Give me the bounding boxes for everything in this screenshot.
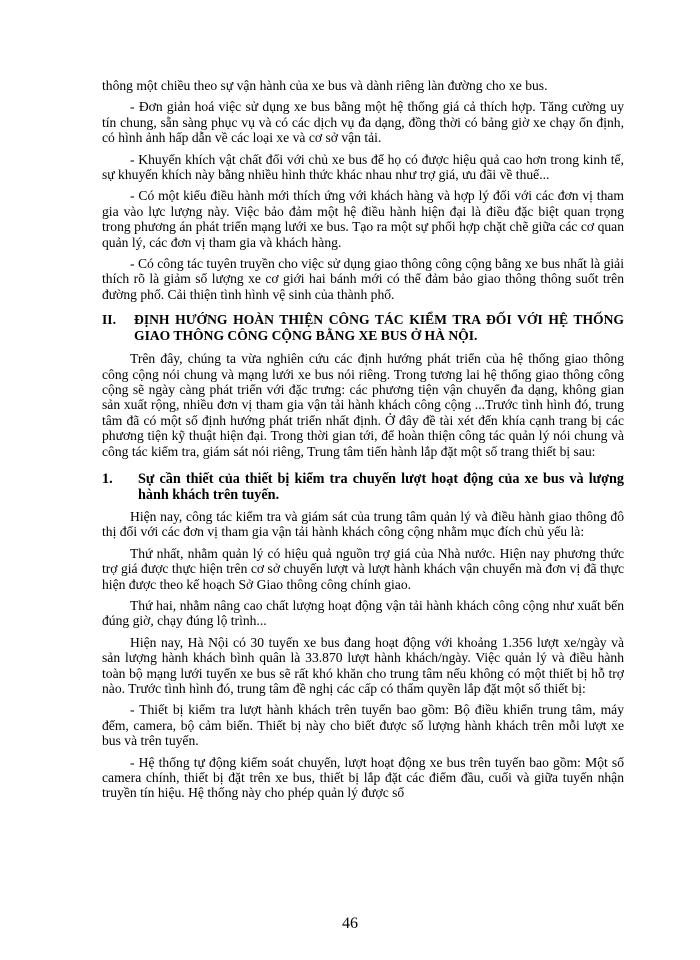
paragraph: - Có một kiểu điều hành mới thích ứng với khách hàng và hợp lý đối với các đơn vị tham gia vào lực lượng này. Việc bảo đảm một hệ điều hành hiện đại là điều đặc biệt quan trọng trong phương án phát triển mạng lưới xe bus. Tạo ra một sự phối hợp chặt chẽ giữa các cơ quan quản lý, các đơn vị tham gia và khách hàng. (102, 188, 624, 250)
subsection-heading (102, 471, 624, 503)
paragraph: - Thiết bị kiểm tra lượt hành khách trên tuyến bao gồm: Bộ điều khiển trung tâm, máy đếm, camera, bộ cảm biến. Thiết bị này cho biết được số lượng hành khách trên mỗi lượt xe bus và trên tuyến. (102, 702, 624, 749)
paragraph: Trên đây, chúng ta vừa nghiên cứu các định hướng phát triển của hệ thống giao thông công cộng nói chung và mạng lưới xe bus nói riêng. Trong tương lai hệ thống giao thông công cộng sẽ ngày càng phát triển với đặc trưng: các phương tiện vận chuyển đa dạng, không gian sản xuất rộng, nhiều đơn vị tham gia vận tải hành khách công cộng ...Trước tình hình đó, trung tâm đã có một số định hướng phát triển nhất định. Ở đây đề tài xét đến khía cạnh trang bị các phương tiện kỹ thuật hiện đại. Trong thời gian tới, để hoàn thiện công tác quản lý nói chung và công tác kiểm tra, giám sát nói riêng, Trung tâm tiến hành lắp đặt một số trang thiết bị sau: (102, 351, 624, 459)
paragraph: thông một chiều theo sự vận hành của xe bus và dành riêng làn đường cho xe bus. (102, 78, 548, 93)
paragraph: - Có công tác tuyên truyền cho việc sử dụng giao thông công cộng bằng xe bus nhất là giải thích rõ là giảm số lượng xe cơ giới hai bánh mới có thể đảm bảo giao thông thông suốt trên đường phố. Cải thiện tình hình vệ sinh của thành phố. (102, 256, 624, 302)
paragraph: Thứ hai, nhằm nâng cao chất lượng hoạt động vận tải hành khách công cộng như xuất bến đúng giờ, chạy đúng lộ trình... (102, 597, 624, 629)
paragraph: - Hệ thống tự động kiểm soát chuyến, lượt hoạt động xe bus trên tuyến bao gồm: Một số camera chính, thiết bị đặt trên xe bus, thiết bị lắp đặt các điểm đầu, cuối và giữa tuyến nhận truyền tín hiệu. Hệ thống này cho phép quản lý được số (102, 754, 624, 801)
paragraph: - Đơn giản hoá việc sử dụng xe bus bằng một hệ thống giá cả thích hợp. Tăng cường uy tín chung, sẵn sàng phục vụ và có các dịch vụ đa dạng, đồng thời có bảng giờ xe chạy ổn định, có hình ảnh hấp dẫn về các loại xe và cơ sở vận tải. (102, 99, 624, 146)
section-title: ĐỊNH HƯỚNG HOÀN THIỆN CÔNG TÁC KIỂM TRA ĐỐI VỚI HỆ THỐNG GIAO THÔNG CÔNG CỘNG BẰNG XE BUS Ở HÀ NỘI. (134, 312, 624, 343)
paragraph: Thứ nhất, nhằm quản lý có hiệu quả nguồn trợ giá của Nhà nước. Hiện nay phương thức trợ giá được thực hiện trên cơ sở chuyến lượt và lượt hành khách vận chuyển mà đơn vị đã thực hiện được theo kế hoạch Sở Giao thông công chính giao. (102, 545, 624, 592)
paragraph: Hiện nay, Hà Nội có 30 tuyến xe bus đang hoạt động với khoảng 1.356 lượt xe/ngày và sản lượng hành khách bình quân là 33.870 lượt hành khách/ngày. Việc quản lý và điều hành toàn bộ mạng lưới tuyến xe bus sẽ rất khó khăn cho trung tâm nếu không có một thiết bị hỗ trợ nào. Trước tình hình đó, trung tâm đề nghị các cấp có thẩm quyền lắp đặt một số thiết bị: (102, 634, 624, 696)
paragraph: - Khuyến khích vật chất đối với chủ xe bus để họ có được hiệu quả cao hơn trong kinh tế, sự khuyến khích này bằng nhiều hình thức khác nhau như trợ giá, ưu đãi về thuế... (102, 151, 624, 183)
section-heading (102, 312, 624, 343)
subsection-number: 1. (102, 470, 113, 487)
subsection-title: Sự cần thiết của thiết bị kiểm tra chuyến lượt hoạt động của xe bus và lượng hành khách trên tuyến. (138, 470, 624, 503)
paragraph: Hiện nay, công tác kiểm tra và giám sát của trung tâm quản lý và điều hành giao thông đô thị đối với các đơn vị tham gia vận tải hành khách công cộng nhằm mục đích chủ yếu là: (102, 508, 624, 540)
page-number: 46 (342, 915, 358, 932)
document-page (102, 78, 624, 807)
section-number: II. (102, 312, 116, 328)
